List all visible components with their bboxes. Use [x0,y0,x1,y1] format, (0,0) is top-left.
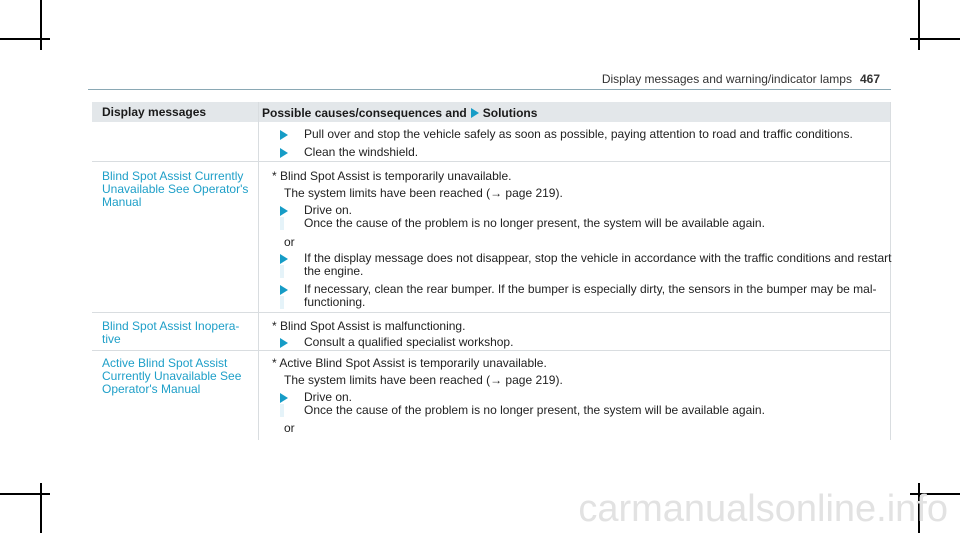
or-text: or [284,421,295,435]
crop-mark [0,493,50,495]
step-highlight [280,296,284,309]
solution-text: If the display message does not disappear, stop the vehicle in accordance with the traffic conditions and restart the engine. [304,251,892,278]
solution-arrow-icon [280,393,288,403]
solution-arrow-icon [280,148,288,158]
display-message-blind-spot-inoperative: Blind Spot Assist Inopera- tive [102,319,240,346]
cause-text: * Active Blind Spot Assist is temporarily unavailable. [272,356,547,370]
solution-text: Drive on. Once the cause of the problem is no longer present, the system will be available again. [304,203,765,230]
step-highlight [280,404,284,417]
header-rule [88,89,891,90]
watermark: carmanualsonline.info [578,488,948,530]
column-divider [258,102,259,440]
row-divider [92,350,890,351]
row-divider [92,312,890,313]
solution-text: Drive on. Once the cause of the problem is no longer present, the system will be available again. [304,390,765,417]
column-header-solutions: Solutions [482,106,538,120]
display-message-active-blind-spot-unavailable: Active Blind Spot Assist Currently Unavailable See Operator's Manual [102,356,242,396]
display-message-blind-spot-unavailable: Blind Spot Assist Currently Unavailable See Operator's Manual [102,169,249,209]
solution-text: Pull over and stop the vehicle safely as soon as possible, paying attention to road and traffic conditions. [304,127,853,141]
solution-text: Clean the windshield. [304,145,419,159]
cause-text: * Blind Spot Assist is malfunctioning. [272,319,466,333]
row-divider [92,161,890,162]
column-header-causes-solutions [262,106,537,120]
solution-text: Consult a qualified specialist workshop. [304,335,514,349]
step-highlight [280,217,284,230]
solution-arrow-icon [280,254,288,264]
info-text: The system limits have been reached (→ page 219). [284,186,563,200]
solution-arrow-icon [280,285,288,295]
cause-text: * Blind Spot Assist is temporarily unavailable. [272,169,512,183]
solution-arrow-icon [471,108,479,118]
table-header [92,102,890,122]
column-header-display-messages: Display messages [102,105,207,119]
solution-arrow-icon [280,130,288,140]
solution-arrow-icon [280,206,288,216]
info-text: The system limits have been reached (→ page 219). [284,373,563,387]
crop-mark [918,0,920,50]
step-highlight [280,265,284,278]
solution-arrow-icon [280,338,288,348]
crop-mark [40,483,42,533]
column-header-causes: Possible causes/consequences and [262,106,467,120]
running-header [602,72,880,86]
solution-text: If necessary, clean the rear bumper. If the bumper is especially dirty, the sensors in the bumper may be mal- functioning. [304,282,877,309]
crop-mark [40,0,42,50]
page-number: 467 [859,72,880,86]
or-text: or [284,235,295,249]
crop-mark [0,38,50,40]
running-header-title: Display messages and warning/indicator lamps [601,72,852,86]
